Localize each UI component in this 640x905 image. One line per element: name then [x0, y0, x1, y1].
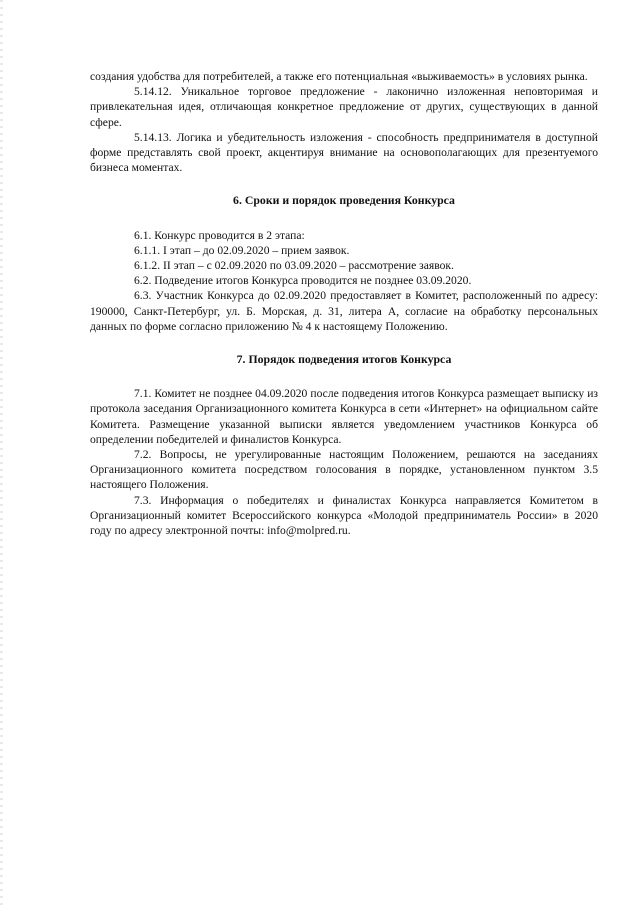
- paragraph-7-3: 7.3. Информация о победителях и финалистах Конкурса направляется Комитетом в Организационный комитет Всероссийского конкурса «Молодой предприниматель России» в 2020 году по адресу электронной почты: info@molpred.ru.: [90, 493, 598, 538]
- paragraph-6-3: 6.3. Участник Конкурса до 02.09.2020 предоставляет в Комитет, расположенный по адресу: 190000, Санкт-Петербург, ул. Б. Морская, д. 31, литера А, согласие на обработку персональных данных по форме согласно приложению № 4 к настоящему Положению.: [90, 289, 598, 333]
- section-6-heading: 6. Сроки и порядок проведения Конкурса: [233, 193, 455, 208]
- paragraph-6-1-1: 6.1.1. I этап – до 02.09.2020 – прием заявок.: [134, 243, 350, 257]
- paragraph-7-2: 7.2. Вопросы, не урегулированные настоящим Положением, решаются на заседаниях Организационного комитета посредством голосования в порядке, установленном пунктом 3.5 настоящего Положения.: [90, 448, 598, 492]
- paragraph-6-1: 6.1. Конкурс проводится в 2 этапа:: [134, 228, 305, 242]
- paragraph-6-1-2: 6.1.2. II этап – с 02.09.2020 по 03.09.2020 – рассмотрение заявок.: [134, 259, 454, 273]
- document-page: [90, 69, 598, 538]
- paragraph-5-14-13: 5.14.13. Логика и убедительность изложения - способность предпринимателя в доступной форме представлять свой проект, акцентируя внимание на основополагающих для презентуемого бизнеса моментах.: [90, 130, 598, 175]
- paragraph-5-14-12: 5.14.12. Уникальное торговое предложение - лаконично изложенная неповторимая и привлекательная идея, отличающая конкретное предложение от других, существующих в данной сфере.: [90, 85, 598, 129]
- continuation-paragraph: создания удобства для потребителей, а также его потенциальная «выживаемость» в условиях рынка.: [90, 70, 588, 83]
- scan-edge-artifact: [0, 0, 3, 905]
- paragraph-7-1: 7.1. Комитет не позднее 04.09.2020 после подведения итогов Конкурса размещает выписку из протокола заседания Организационного комитета Конкурса в сети «Интернет» на официальном сайте Комитета. Размещение указанной выписки является уведомлением участников Конкурса об определении победителей и финалистов Конкурса.: [90, 387, 598, 446]
- section-7-heading: 7. Порядок подведения итогов Конкурса: [236, 352, 452, 367]
- paragraph-6-2: 6.2. Подведение итогов Конкурса проводится не позднее 03.09.2020.: [134, 274, 472, 288]
